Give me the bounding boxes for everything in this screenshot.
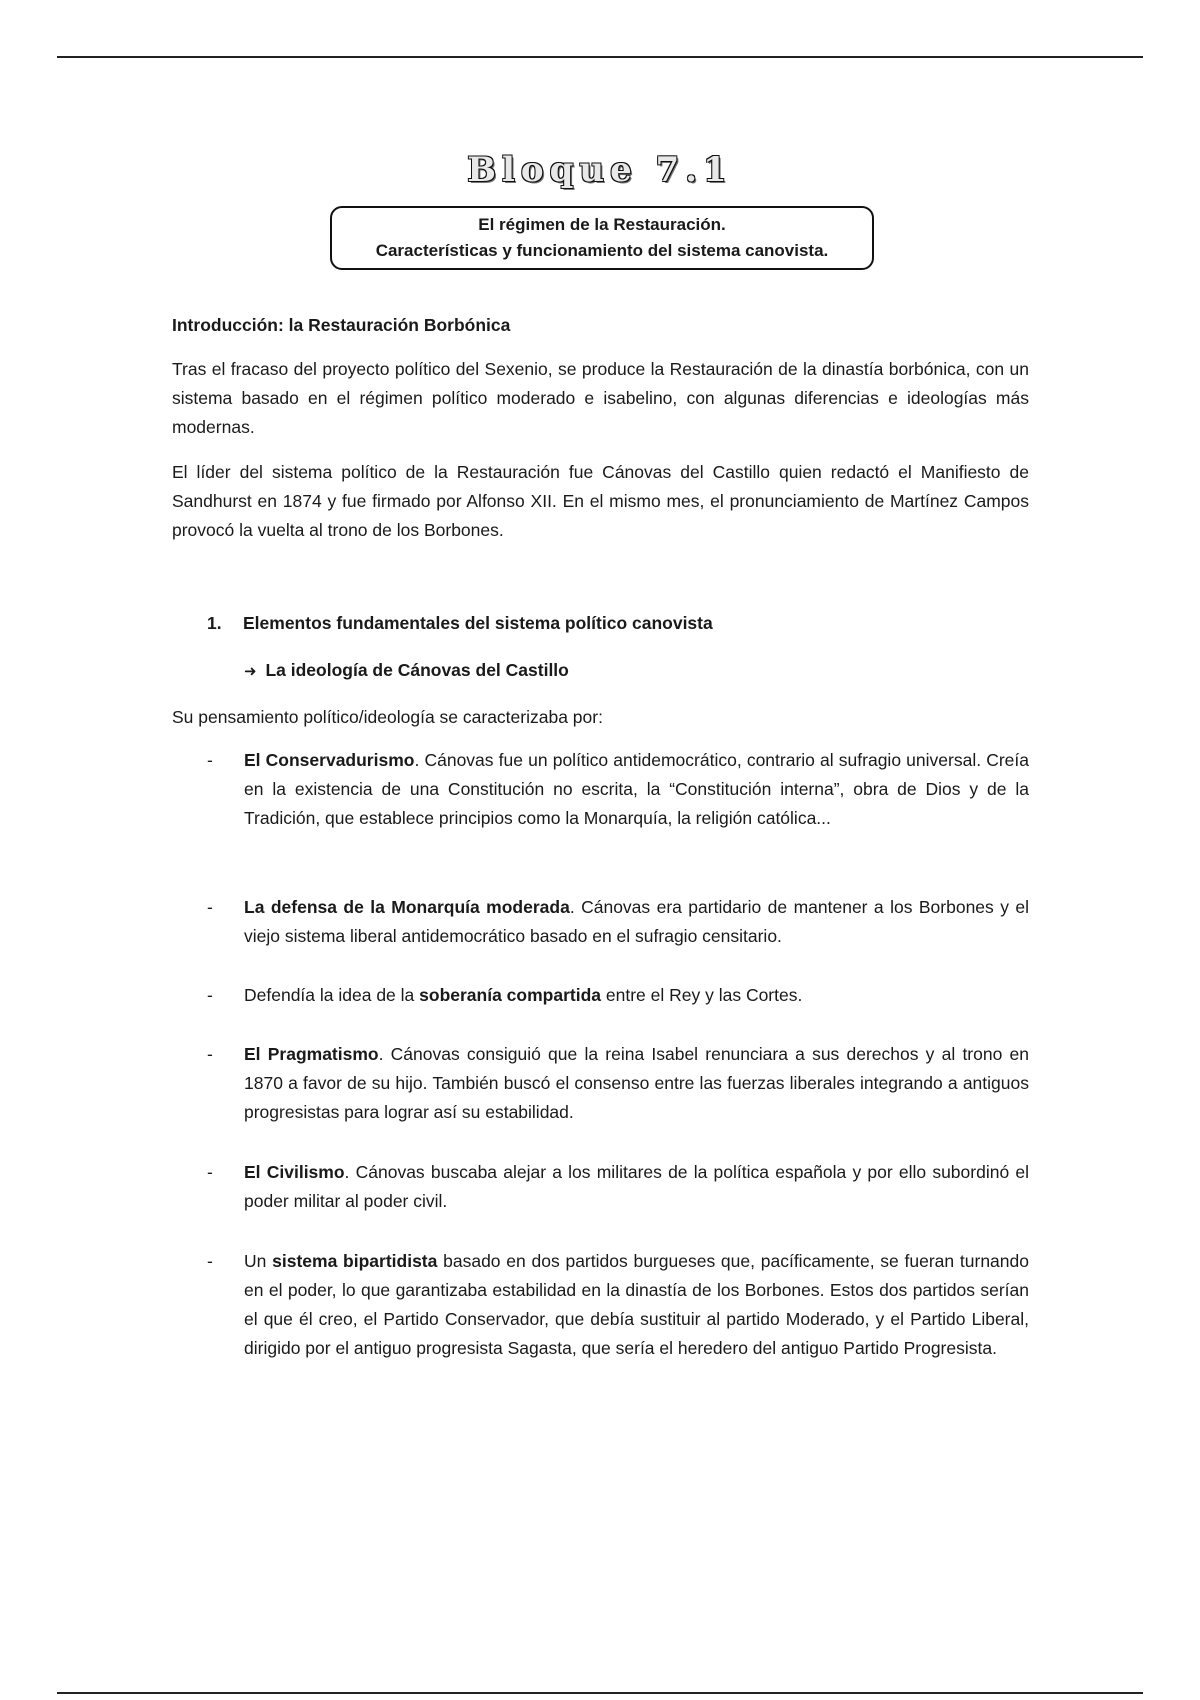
list-item — [172, 1247, 1029, 1363]
list-item-term: El Civilismo — [244, 1162, 345, 1182]
list-item — [172, 893, 1029, 951]
intro-paragraph-2: El líder del sistema político de la Restauración fue Cánovas del Castillo quien redactó el Manifiesto de Sandhurst en 1874 y fue firmado por Alfonso XII. En el mismo mes, el pronunciamiento de Martínez Campos provocó la vuelta al trono de los Borbones. — [172, 462, 1029, 540]
bloque-title: Bloque 7.1 — [467, 150, 733, 190]
intro-paragraph-1: Tras el fracaso del proyecto político del Sexenio, se produce la Restauración de la dinastía borbónica, con un sistema basado en el régimen político moderado e isabelino, con algunas diferencias e ideologías más modernas. — [172, 359, 1029, 437]
list-item-term: La defensa de la Monarquía moderada — [244, 897, 570, 917]
list-item-term: soberanía compartida — [419, 985, 602, 1005]
list-item-text: El Pragmatismo. Cánovas consiguió que la reina Isabel renunciara a sus derechos y al trono en 1870 a favor de su hijo. También buscó el consenso entre las fuerzas liberales integrando a antiguos progresistas para lograr así su estabilidad. — [244, 1044, 1029, 1122]
list-item-text: El Civilismo. Cánovas buscaba alejar a los militares de la política española y por ello subordinó el poder militar al poder civil. — [244, 1162, 1029, 1211]
section-title: Elementos fundamentales del sistema político canovista — [243, 613, 713, 633]
list-item-term: El Conservadurismo — [244, 750, 415, 770]
list-item — [172, 1158, 1029, 1216]
subheading — [172, 656, 1101, 686]
bullet-dash: - — [207, 1162, 213, 1182]
list-item — [172, 1040, 1029, 1127]
arrow-right-icon: ➜ — [244, 663, 257, 680]
top-rule — [57, 56, 1143, 58]
list-item-text: La defensa de la Monarquía moderada. Cánovas era partidario de mantener a los Borbones y el viejo sistema liberal antidemocrático basado en el sufragio censitario. — [244, 897, 1030, 946]
bullet-dash: - — [207, 1251, 213, 1271]
list-item-text: Defendía la idea de la soberanía compartida entre el Rey y las Cortes. — [244, 985, 803, 1005]
title-line-1: El régimen de la Restauración. — [478, 215, 726, 234]
list-lead: Su pensamiento político/ideología se caracterizaba por: — [172, 707, 603, 727]
list-item-term: sistema bipartidista — [272, 1251, 438, 1271]
bullet-dash: - — [207, 1044, 213, 1064]
title-line-2: Características y funcionamiento del sistema canovista. — [375, 241, 829, 260]
title-box — [330, 206, 874, 270]
list-item — [172, 746, 1029, 833]
section-number: 1. — [207, 613, 222, 633]
list-item-text: Un sistema bipartidista basado en dos partidos burgueses que, pacíficamente, se fueran turnando en el poder, lo que garantizaba estabilidad en la dinastía de los Borbones. Estos dos partidos serían el que él creo, el Partido Conservador, que debía sustituir al partido Moderado, y el Partido Liberal, dirigido por el antiguo progresista Sagasta, que sería el heredero del antiguo Partido Progresista. — [244, 1251, 1029, 1358]
bullet-dash: - — [207, 985, 213, 1005]
bullet-dash: - — [207, 750, 213, 770]
subheading-text: La ideología de Cánovas del Castillo — [265, 660, 569, 680]
list-item-text: El Conservadurismo. Cánovas fue un político antidemocrático, contrario al sufragio universal. Creía en la existencia de una Constitución no escrita, la “Constitución interna”, obra de Dios y de la Tradición, que establece principios como la Monarquía, la religión católica... — [244, 750, 1029, 828]
section-1-heading — [172, 609, 1029, 638]
intro-heading: Introducción: la Restauración Borbónica — [172, 315, 511, 335]
list-item-term: El Pragmatismo — [244, 1044, 379, 1064]
bullet-dash: - — [207, 897, 213, 917]
list-item — [172, 981, 1029, 1010]
bottom-rule — [57, 1692, 1143, 1694]
